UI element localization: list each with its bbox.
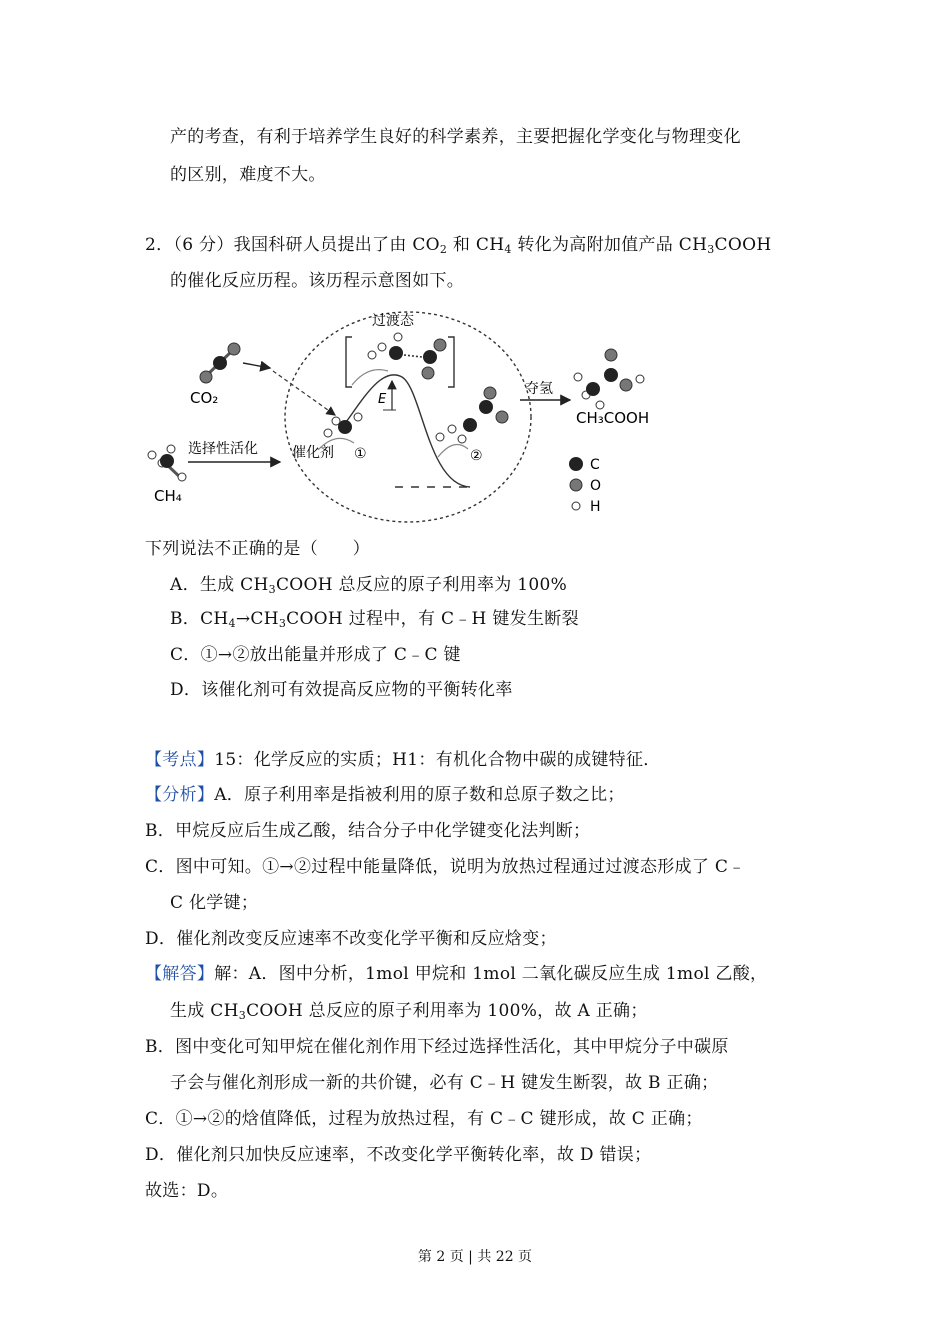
energy-label: E [378,392,387,407]
jieda-text: 解：A．图中分析，1mol 甲烷和 1mol 二氧化碳反应生成 1mol 乙酸， [214,964,768,984]
fenxi-c1: C．图中可知。①→②过程中能量降低，说明为放热过程通过过渡态形成了 C﹣ [145,857,746,877]
legend-c: C [590,457,600,473]
fenxi-text: A．原子利用率是指被利用的原子数和总原子数之比； [214,785,625,805]
text-line: 产的考查，有利于培养学生良好的科学素养，主要把握化学变化与物理变化 [170,127,741,147]
ts-bracket-left [346,337,352,387]
reaction-diagram [140,305,660,525]
jieda-c: C．①→②的焓值降低，过程为放热过程，有 C﹣C 键形成，故 C 正确； [145,1109,703,1129]
option-a-text: COOH 总反应的原子利用率为 100% [275,575,568,595]
subscript: 3 [268,583,276,596]
acetic-acid-molecule [574,349,644,409]
subscript: 4 [504,243,512,256]
legend [569,457,601,515]
dashed-arrow [273,371,335,415]
subscript: 4 [228,617,236,630]
jieda-d: D．催化剂只加快反应速率，不改变化学平衡转化率，故 D 错误； [145,1145,652,1165]
option-b [170,608,579,630]
subscript: 3 [238,1009,247,1022]
fenxi-tag: 【分析】 [145,785,215,805]
stem-text: 我国科研人员提出了由 CO [233,235,440,255]
product-label: CH₃COOH [576,409,650,427]
jieda-b2: 子会与催化剂形成一新的共价键，必有 C﹣H 键发生断裂，故 B 正确； [170,1073,719,1093]
page-footer: 第 2 页 | 共 22 页 [417,1249,533,1265]
option-b-text: B．CH [170,609,229,629]
legend-o: O [590,478,602,494]
state-2-marker: ② [470,448,483,464]
jieda-tag: 【解答】 [145,964,215,984]
option-a-text: A．生成 CH [170,575,269,595]
legend-h: H [590,499,601,515]
state-1-marker: ① [354,446,367,462]
catalyst-label: 催化剂 [292,445,334,461]
question-score: （6 分） [173,235,234,255]
jieda-a2 [170,1000,648,1022]
question-stem [145,234,771,256]
text-line: 的区别，难度不大。 [170,165,326,185]
subscript: 3 [278,617,287,630]
co2-arrow [243,363,270,368]
selective-activation-label: 选择性活化 [188,441,258,457]
fenxi-line [145,784,625,806]
kaodian-text: 15：化学反应的实质；H1：有机化合物中碳的成键特征． [214,750,661,770]
transition-state-label: 过渡态 [372,313,414,329]
ch4-molecule [148,445,186,481]
question-number: 2． [145,235,174,255]
fenxi-d: D．催化剂改变反应速率不改变化学平衡和反应焓变； [145,929,557,949]
option-a [170,574,567,596]
co2-molecule [200,343,240,383]
jieda-b1: B．图中变化可知甲烷在催化剂作用下经过选择性活化，其中甲烷分子中碳原 [145,1037,729,1057]
reaction-ellipse [285,312,531,522]
subscript: 2 [439,243,448,256]
dehydrogenation-label: 夺氢 [525,381,553,397]
stem-text: 转化为高附加值产品 CH [511,235,708,255]
subscript: 3 [707,243,715,256]
state-2-molecule [436,387,508,457]
jieda-line [145,963,767,985]
stem-text: 和 CH [447,235,505,255]
kaodian-tag: 【考点】 [145,750,215,770]
jieda-text: COOH 总反应的原子利用率为 100%，故 A 正确； [246,1001,648,1021]
co2-label: CO₂ [190,389,219,407]
transition-state-molecule [352,333,446,385]
option-b-text: COOH 过程中，有 C﹣H 键发生断裂 [286,609,579,629]
question-prompt: 下列说法不正确的是（ ） [145,539,370,559]
kaodian-line [145,749,661,771]
ch4-label: CH₄ [154,487,182,505]
option-d: D．该催化剂可有效提高反应物的平衡转化率 [170,680,513,700]
text-line: 的催化反应历程。该历程示意图如下。 [170,271,465,291]
jieda-text: 生成 CH [170,1001,239,1021]
fenxi-c2: C 化学键； [170,893,259,913]
option-b-text: →CH [235,609,279,629]
answer-line: 故选：D。 [145,1181,229,1201]
fenxi-b: B．甲烷反应后生成乙酸，结合分子中化学键变化法判断； [145,821,591,841]
stem-text: COOH [714,235,772,255]
ts-bracket-right [448,337,454,387]
option-c: C．①→②放出能量并形成了 C﹣C 键 [170,645,461,665]
